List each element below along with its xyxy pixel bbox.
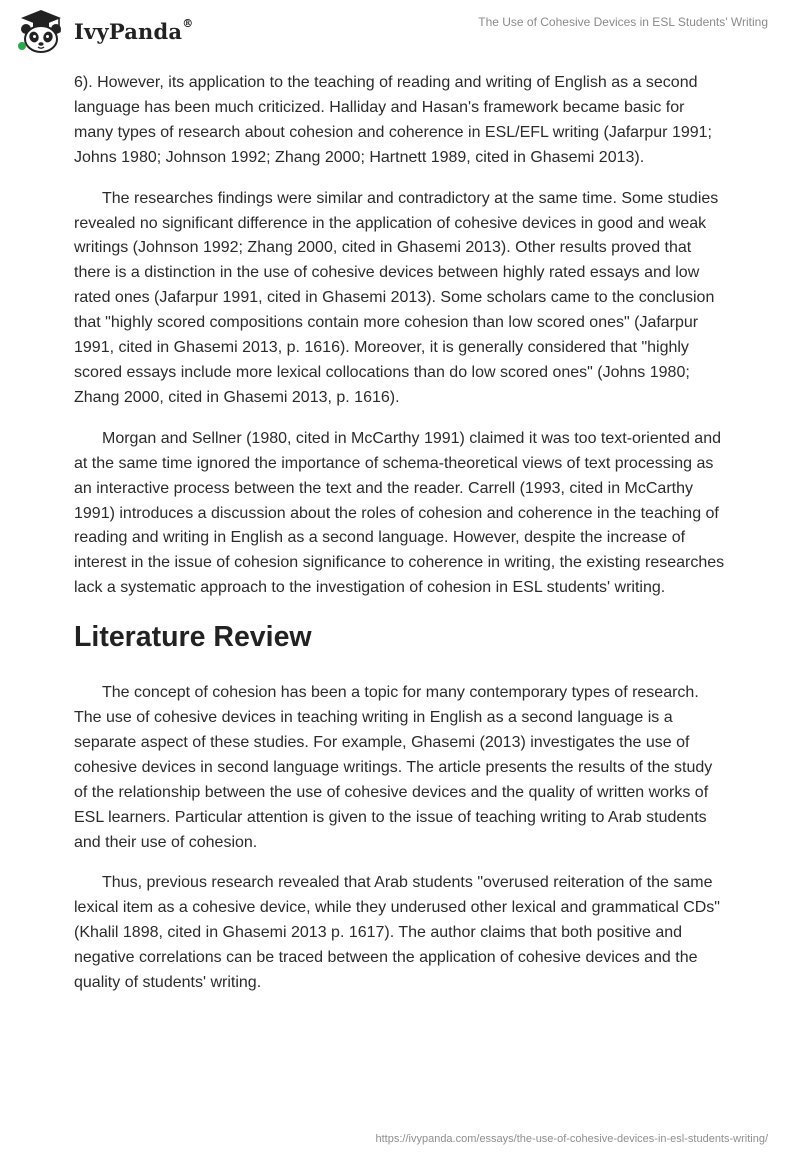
registered-mark: ® [182,16,194,30]
page-header [0,0,800,60]
brand-name: IvyPanda® [74,16,194,44]
paragraph-5: Thus, previous research revealed that Arab students "overused reiteration of the same lexical item as a cohesive device, while they underused other lexical and grammatical CDs" (Khalil 1898, cited in Ghasemi 2013 p. 1617). The author claims that both positive and negative correlations can be traced between the application of cohesive devices and the quality of students' writing. [74,874,720,992]
essay-content [74,71,726,1012]
paragraph-4: The concept of cohesion has been a topic for many contemporary types of research. The use of cohesive devices in teaching writing in English as a second language is a separate aspect of these studies. For example, Ghasemi (2013) investigates the use of cohesive devices in second language writings. The article presents the results of the study of the relationship between the use of cohesive devices and the quality of written works of ESL learners. Particular attention is given to the issue of teaching writing to Arab students and their use of cohesion. [74,684,713,851]
panda-logo-icon [14,8,68,54]
paragraph-3: Morgan and Sellner (1980, cited in McCarthy 1991) claimed it was too text-oriented and at the same time ignored the importance of schema-theoretical views of text processing as an interactive process between the text and the reader. Carrell (1993, cited in McCarthy 1991) introduces a discussion about the roles of cohesion and coherence in the teaching of reading and writing in English as a second language. However, despite the increase of interest in the issue of cohesion significance to coherence in writing, the existing researches lack a systematic approach to the investigation of cohesion in ESL students' writing. [74,429,725,597]
source-url-link[interactable]: https://ivypanda.com/essays/the-use-of-cohesive-devices-in-esl-students-writing/ [375,1133,768,1145]
brand-logo[interactable] [14,8,193,54]
document-title: The Use of Cohesive Devices in ESL Students' Writing [478,15,768,29]
paragraph-1: 6). However, its application to the teaching of reading and writing of English as a second language has been much criticized. Halliday and Hasan's framework became basic for many types of research about cohesion and coherence in ESL/EFL writing (Jafarpur 1991; Johns 1980; Johnson 1992; Zhang 2000; Hartnett 1989, cited in Ghasemi 2013). [74,74,712,166]
paragraph-2: The researches findings were similar and contradictory at the same time. Some studies revealed no significant difference in the application of cohesive devices in good and weak writings (Johnson 1992; Zhang 2000, cited in Ghasemi 2013). Other results proved that there is a distinction in the use of cohesive devices between highly rated essays and low rated ones (Jafarpur 1991, cited in Ghasemi 2013). Some scholars came to the conclusion that "highly scored compositions contain more cohesion than low scored ones" (Jafarpur 1991, cited in Ghasemi 2013, p. 1616). Moreover, it is generally considered that "highly scored essays include more lexical collocations than do low scored ones" (Johns 1980; Zhang 2000, cited in Ghasemi 2013, p. 1616). [74,189,719,406]
section-heading: Literature Review [74,621,312,654]
